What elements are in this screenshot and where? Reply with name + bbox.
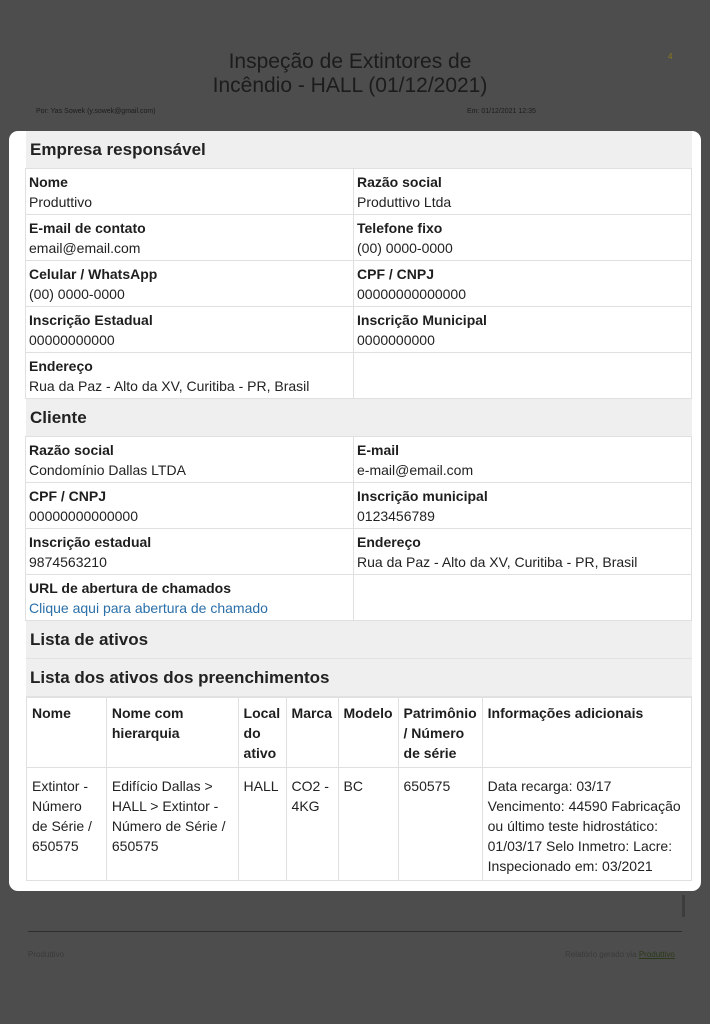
- field-telefone: [353, 214, 692, 261]
- column-header: Nome: [27, 698, 107, 768]
- report-author: Por: Yas Sowek (y.sowek@gmail.com): [36, 108, 156, 115]
- table-cell: BC: [338, 768, 398, 881]
- field-email: [353, 436, 692, 483]
- field-label: Inscrição Municipal: [357, 312, 487, 328]
- field-value: 00000000000: [29, 332, 115, 348]
- report-title: [0, 50, 700, 98]
- empty-cell: [353, 352, 692, 399]
- field-value: Rua da Paz - Alto da XV, Curitiba - PR, Brasil: [29, 378, 310, 394]
- field-label: Telefone fixo: [357, 220, 443, 236]
- table-row: [27, 768, 692, 881]
- field-inscricao-municipal: [353, 306, 692, 353]
- field-url-chamados: [25, 574, 354, 621]
- table-header-row: [27, 698, 692, 768]
- column-header: Marca: [286, 698, 338, 768]
- column-header: Nome com hierarquia: [106, 698, 238, 768]
- field-value: Produttivo: [29, 194, 93, 210]
- field-label: URL de abertura de chamados: [29, 580, 232, 596]
- section-ativos-heading: Lista de ativos: [26, 621, 692, 659]
- table-cell: 650575: [398, 768, 482, 881]
- field-label: Endereço: [29, 358, 93, 374]
- column-header: Local do ativo: [238, 698, 286, 768]
- field-value: (00) 0000-0000: [357, 240, 453, 256]
- field-label: CPF / CNPJ: [357, 266, 435, 282]
- page-number: 4: [668, 52, 673, 61]
- footer-generated-text: Relatório gerado via: [565, 950, 639, 959]
- table-cell: CO2 - 4KG: [286, 768, 338, 881]
- field-razao-social: [353, 168, 692, 215]
- empty-cell: [353, 574, 692, 621]
- report-title-line2: Incêndio - HALL (01/12/2021): [212, 74, 488, 97]
- field-value: (00) 0000-0000: [29, 286, 125, 302]
- field-cpf-cnpj: [353, 260, 692, 307]
- field-inscricao-municipal: [353, 482, 692, 529]
- field-value: 0123456789: [357, 508, 435, 524]
- field-endereco: [25, 352, 354, 399]
- empresa-fields: [26, 169, 692, 399]
- field-value: e-mail@email.com: [357, 462, 474, 478]
- field-label: Inscrição municipal: [357, 488, 488, 504]
- open-ticket-link[interactable]: Clique aqui para abertura de chamado: [29, 600, 268, 616]
- field-value: 0000000000: [357, 332, 435, 348]
- field-label: E-mail: [357, 442, 400, 458]
- field-value: 00000000000000: [29, 508, 139, 524]
- field-label: Endereço: [357, 534, 421, 550]
- section-preenchimentos-heading: Lista dos ativos dos preenchimentos: [26, 659, 692, 697]
- cliente-fields: [26, 437, 692, 621]
- field-value: Rua da Paz - Alto da XV, Curitiba - PR, Brasil: [357, 554, 638, 570]
- field-value: email@email.com: [29, 240, 141, 256]
- field-celular: [25, 260, 354, 307]
- field-nome: [25, 168, 354, 215]
- footer-divider: [28, 931, 682, 932]
- table-cell: Data recarga: 03/17 Vencimento: 44590 Fabricação ou último teste hidrostático: 01/03/17 Selo Inmetro: Lacre: Inspecionado em: 03/2021: [482, 768, 691, 881]
- section-empresa-heading: Empresa responsável: [26, 131, 692, 169]
- field-value: 00000000000000: [357, 286, 467, 302]
- field-email: [25, 214, 354, 261]
- field-label: Celular / WhatsApp: [29, 266, 158, 282]
- column-header: Patrimônio / Número de série: [398, 698, 482, 768]
- field-value: 9874563210: [29, 554, 107, 570]
- field-label: Razão social: [357, 174, 442, 190]
- report-date: Em: 01/12/2021 12:35: [467, 108, 536, 115]
- report-title-line1: Inspeção de Extintores de: [228, 50, 472, 73]
- field-label: Inscrição Estadual: [29, 312, 153, 328]
- column-header: Informações adicionais: [482, 698, 691, 768]
- field-value: Condomínio Dallas LTDA: [29, 462, 186, 478]
- report-modal: [9, 131, 701, 891]
- field-value: Produttivo Ltda: [357, 194, 452, 210]
- field-inscricao-estadual: [25, 306, 354, 353]
- field-label: Inscrição estadual: [29, 534, 152, 550]
- field-cpf-cnpj: [25, 482, 354, 529]
- table-cell: Extintor - Número de Série / 650575: [27, 768, 107, 881]
- column-header: Modelo: [338, 698, 398, 768]
- field-label: CPF / CNPJ: [29, 488, 107, 504]
- section-cliente-heading: Cliente: [26, 399, 692, 437]
- assets-table: [26, 697, 692, 881]
- footer-produttivo-link[interactable]: Produttivo: [638, 950, 675, 959]
- field-label: E-mail de contato: [29, 220, 146, 236]
- table-cell: Edifício Dallas > HALL > Extintor - Número de Série / 650575: [106, 768, 238, 881]
- footer-generated-by: [565, 950, 675, 959]
- table-cell: HALL: [238, 768, 286, 881]
- field-inscricao-estadual: [25, 528, 354, 575]
- footer-brand: Produttivo: [28, 950, 65, 959]
- field-label: Nome: [29, 174, 68, 190]
- modal-content: [26, 131, 692, 881]
- field-razao-social: [25, 436, 354, 483]
- scrollbar-thumb[interactable]: [682, 895, 685, 917]
- field-label: Razão social: [29, 442, 114, 458]
- field-endereco: [353, 528, 692, 575]
